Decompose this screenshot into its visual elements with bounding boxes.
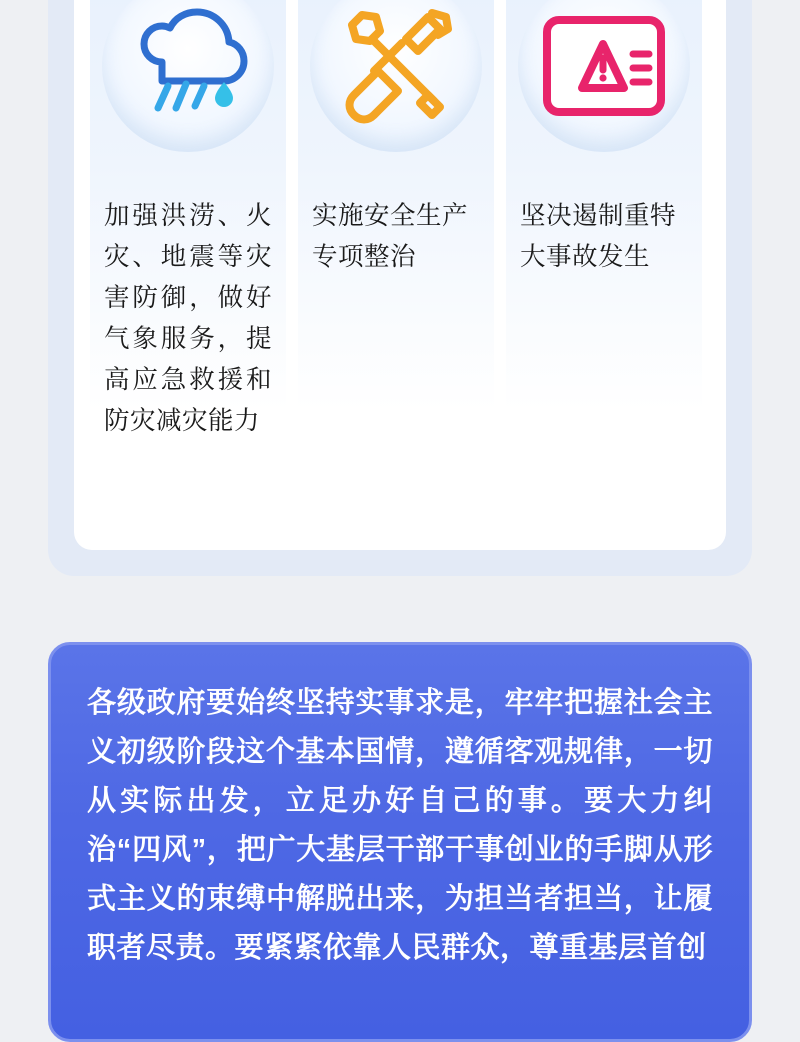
list-item[interactable]	[298, 0, 494, 536]
warning-card-icon	[518, 0, 690, 152]
list-item[interactable]	[506, 0, 702, 536]
card-text: 实施安全生产专项整治	[312, 202, 469, 271]
top-panel	[48, 0, 752, 576]
quote-text: 各级政府要始终坚持实事求是，牢牢把握社会主义初级阶段这个基本国情，遵循客观规律，一切从实际出发，立足办好自己的事。要大力纠治“四风”，把广大基层干部干事创业的手脚从形式主义的束缚中解脱出来，为担当者担当，让履职者尽责。要紧紧依靠人民群众，尊重基层首创	[87, 687, 713, 964]
wrench-screwdriver-icon	[310, 0, 482, 152]
card-list	[74, 0, 726, 550]
card-text: 坚决遏制重特大事故发生	[520, 202, 677, 271]
rain-cloud-icon	[102, 0, 274, 152]
panel-inner	[74, 0, 726, 550]
card-text: 加强洪涝、火灾、地震等灾害防御，做好气象服务，提高应急救援和防灾减灾能力	[104, 202, 272, 435]
quote-box	[48, 642, 752, 1042]
list-item[interactable]	[90, 0, 286, 536]
